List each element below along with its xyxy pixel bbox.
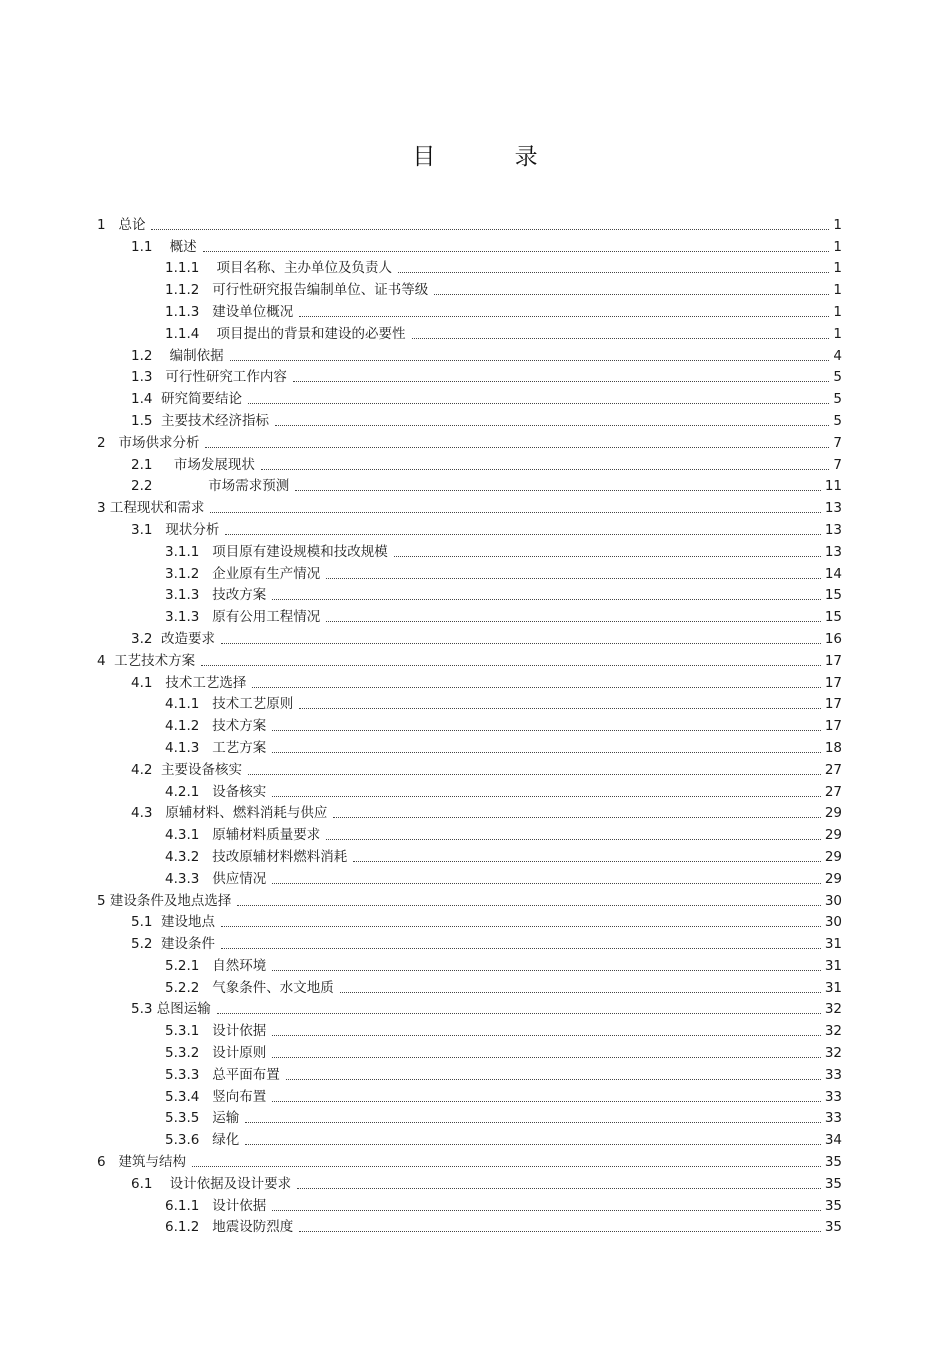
toc-entry[interactable] [0, 560, 950, 582]
toc-entry[interactable] [0, 407, 950, 429]
dot-leader [230, 360, 830, 361]
toc-entry-page-number: 17 [824, 718, 842, 735]
toc-entry[interactable] [0, 821, 950, 843]
toc-entry[interactable] [0, 996, 950, 1018]
toc-entry[interactable] [0, 734, 950, 756]
toc-entry-page-number: 27 [824, 783, 842, 800]
toc-entry-page-number: 35 [824, 1197, 842, 1214]
toc-entry[interactable] [0, 494, 950, 516]
toc-entry-page-number: 1 [833, 303, 842, 320]
toc-entry[interactable] [0, 603, 950, 625]
toc-entry-page-number: 18 [824, 739, 842, 756]
toc-entry-page-number: 13 [824, 500, 842, 517]
dot-leader [217, 1013, 821, 1014]
toc-entry[interactable] [0, 647, 950, 669]
toc-entry-page-number: 17 [824, 652, 842, 669]
toc-entry-page-number: 7 [833, 456, 842, 473]
dot-leader [353, 861, 821, 862]
toc-entry-label: 4.1.1 技术工艺原则 [165, 696, 294, 713]
toc-entry-label: 5.3.4 竖向布置 [165, 1088, 267, 1105]
dot-leader [394, 556, 821, 557]
toc-entry-label: 5.2.2 气象条件、水文地质 [165, 979, 334, 996]
toc-entry[interactable] [0, 1192, 950, 1214]
dot-leader [272, 730, 821, 731]
toc-entry-page-number: 34 [824, 1132, 842, 1149]
dot-leader [398, 272, 829, 273]
toc-entry[interactable] [0, 909, 950, 931]
toc-entry[interactable] [0, 952, 950, 974]
toc-entry[interactable] [0, 429, 950, 451]
toc-entry-page-number: 13 [824, 521, 842, 538]
toc-entry-page-number: 4 [833, 347, 842, 364]
dot-leader [221, 643, 821, 644]
dot-leader [326, 839, 821, 840]
toc-entry-label: 3.1.2 企业原有生产情况 [165, 565, 321, 582]
toc-entry-page-number: 7 [833, 434, 842, 451]
toc-entry-label: 6 建筑与结构 [97, 1154, 186, 1171]
toc-entry-page-number: 33 [824, 1066, 842, 1083]
toc-entry[interactable] [0, 451, 950, 473]
toc-entry[interactable] [0, 1017, 950, 1039]
toc-entry-label: 6.1.1 设计依据 [165, 1197, 267, 1214]
toc-entry-label: 5.2 建设条件 [131, 936, 216, 953]
dot-leader [192, 1166, 821, 1167]
toc-entry-page-number: 32 [824, 1023, 842, 1040]
toc-entry-page-number: 30 [824, 914, 842, 931]
toc-entry[interactable] [0, 255, 950, 277]
dot-leader [412, 338, 830, 339]
toc-entry[interactable] [0, 516, 950, 538]
toc-entry-label: 1.1.1 项目名称、主办单位及负责人 [165, 260, 393, 277]
toc-entry[interactable] [0, 756, 950, 778]
toc-entry-label: 5.2.1 自然环境 [165, 957, 267, 974]
dot-leader [205, 447, 829, 448]
dot-leader [261, 469, 829, 470]
toc-entry-label: 5 建设条件及地点选择 [97, 892, 232, 909]
toc-entry-label: 6.1 设计依据及设计要求 [131, 1175, 292, 1192]
toc-entry-page-number: 17 [824, 696, 842, 713]
dot-leader [295, 490, 821, 491]
toc-entry-page-number: 29 [824, 805, 842, 822]
toc-entry-label: 2.1 市场发展现状 [131, 456, 255, 473]
toc-entry-label: 2.2 市场需求预测 [131, 478, 290, 495]
toc-entry-page-number: 31 [824, 957, 842, 974]
toc-entry-label: 4 工艺技术方案 [97, 652, 196, 669]
dot-leader [272, 796, 821, 797]
dot-leader [275, 425, 829, 426]
toc-entry[interactable] [0, 1170, 950, 1192]
toc-entry[interactable] [0, 473, 950, 495]
dot-leader [326, 621, 821, 622]
toc-entry[interactable] [0, 298, 950, 320]
dot-leader [272, 883, 821, 884]
toc-entry[interactable] [0, 1105, 950, 1127]
dot-leader [225, 534, 820, 535]
toc-entry[interactable] [0, 800, 950, 822]
toc-entry[interactable] [0, 364, 950, 386]
toc-entry-page-number: 29 [824, 827, 842, 844]
toc-entry[interactable] [0, 974, 950, 996]
toc-entry-label: 1.4 研究简要结论 [131, 391, 243, 408]
toc-entry-label: 1.1.2 可行性研究报告编制单位、证书等级 [165, 282, 429, 299]
dot-leader [221, 926, 821, 927]
toc-entry-page-number: 1 [833, 282, 842, 299]
dot-leader [237, 905, 820, 906]
toc-entry-label: 3 工程现状和需求 [97, 500, 205, 517]
toc-entry-label: 5.3.3 总平面布置 [165, 1066, 280, 1083]
toc-entry-page-number: 17 [824, 674, 842, 691]
toc-entry[interactable] [0, 887, 950, 909]
dot-leader [252, 687, 820, 688]
toc-entry[interactable] [0, 1061, 950, 1083]
dot-leader [248, 774, 821, 775]
toc-entry-page-number: 16 [824, 630, 842, 647]
dot-leader [434, 294, 829, 295]
toc-entry-page-number: 11 [824, 478, 842, 495]
toc-entry[interactable] [0, 712, 950, 734]
toc-entry-label: 3.1.1 项目原有建设规模和技改规模 [165, 543, 388, 560]
toc-entry[interactable] [0, 582, 950, 604]
toc-entry[interactable] [0, 1214, 950, 1236]
dot-leader [245, 1144, 821, 1145]
toc-entry-label: 5.3.2 设计原则 [165, 1045, 267, 1062]
toc-entry-page-number: 13 [824, 543, 842, 560]
toc-entry-label: 1.5 主要技术经济指标 [131, 412, 270, 429]
toc-entry-page-number: 15 [824, 609, 842, 626]
dot-leader [326, 578, 821, 579]
table-of-contents [0, 211, 950, 1235]
dot-leader [210, 512, 820, 513]
toc-entry[interactable] [0, 1126, 950, 1148]
toc-entry-label: 3.1 现状分析 [131, 521, 220, 538]
toc-entry-label: 4.3.1 原辅材料质量要求 [165, 827, 321, 844]
toc-entry-label: 6.1.2 地震设防烈度 [165, 1219, 294, 1236]
toc-entry[interactable] [0, 1148, 950, 1170]
toc-entry-label: 4.3.2 技改原辅材料燃料消耗 [165, 848, 348, 865]
toc-entry-page-number: 14 [824, 565, 842, 582]
toc-entry[interactable] [0, 1083, 950, 1105]
toc-entry[interactable] [0, 233, 950, 255]
dot-leader [248, 403, 829, 404]
toc-entry-page-number: 15 [824, 587, 842, 604]
dot-leader [272, 1035, 821, 1036]
dot-leader [286, 1079, 821, 1080]
toc-entry-label: 5.3.6 绿化 [165, 1132, 240, 1149]
dot-leader [201, 665, 821, 666]
dot-leader [203, 251, 830, 252]
toc-entry-page-number: 32 [824, 1045, 842, 1062]
toc-entry[interactable] [0, 538, 950, 560]
toc-entry[interactable] [0, 778, 950, 800]
dot-leader [340, 992, 821, 993]
toc-entry-label: 1.1.3 建设单位概况 [165, 303, 294, 320]
toc-entry-label: 5.1 建设地点 [131, 914, 216, 931]
toc-entry-label: 4.3.3 供应情况 [165, 870, 267, 887]
toc-entry-label: 3.1.3 技改方案 [165, 587, 267, 604]
toc-entry-page-number: 35 [824, 1219, 842, 1236]
dot-leader [151, 229, 829, 230]
toc-entry-label: 1.3 可行性研究工作内容 [131, 369, 287, 386]
toc-entry-page-number: 5 [833, 369, 842, 386]
toc-entry-page-number: 33 [824, 1110, 842, 1127]
toc-entry[interactable] [0, 625, 950, 647]
toc-entry-page-number: 30 [824, 892, 842, 909]
toc-entry-label: 1.2 编制依据 [131, 347, 224, 364]
toc-entry-page-number: 1 [833, 238, 842, 255]
dot-leader [299, 1231, 821, 1232]
toc-entry-label: 4.1 技术工艺选择 [131, 674, 247, 691]
toc-entry-label: 1.1 概述 [131, 238, 197, 255]
toc-entry-page-number: 5 [833, 412, 842, 429]
toc-entry-label: 5.3 总图运输 [131, 1001, 211, 1018]
page-title: 目 录 [412, 144, 574, 170]
dot-leader [221, 948, 821, 949]
toc-entry[interactable] [0, 320, 950, 342]
toc-entry-page-number: 31 [824, 936, 842, 953]
toc-entry-page-number: 32 [824, 1001, 842, 1018]
toc-entry-page-number: 35 [824, 1175, 842, 1192]
toc-entry[interactable] [0, 691, 950, 713]
toc-entry-label: 4.2.1 设备核实 [165, 783, 267, 800]
toc-entry-label: 4.1.3 工艺方案 [165, 739, 267, 756]
toc-entry[interactable] [0, 276, 950, 298]
toc-entry-label: 5.3.5 运输 [165, 1110, 240, 1127]
toc-entry-label: 1.1.4 项目提出的背景和建设的必要性 [165, 325, 406, 342]
toc-entry[interactable] [0, 1039, 950, 1061]
toc-entry-label: 1 总论 [97, 216, 146, 233]
dot-leader [299, 316, 829, 317]
toc-entry-page-number: 35 [824, 1154, 842, 1171]
toc-entry[interactable] [0, 843, 950, 865]
toc-entry-label: 3.2 改造要求 [131, 630, 216, 647]
dot-leader [272, 752, 821, 753]
toc-entry-page-number: 27 [824, 761, 842, 778]
toc-entry[interactable] [0, 865, 950, 887]
dot-leader [333, 817, 820, 818]
dot-leader [245, 1122, 821, 1123]
dot-leader [272, 1057, 821, 1058]
dot-leader [293, 381, 830, 382]
toc-entry-page-number: 1 [833, 325, 842, 342]
toc-entry-label: 5.3.1 设计依据 [165, 1023, 267, 1040]
toc-entry-page-number: 33 [824, 1088, 842, 1105]
toc-entry-page-number: 29 [824, 870, 842, 887]
dot-leader [297, 1188, 821, 1189]
toc-entry[interactable] [0, 211, 950, 233]
toc-entry-page-number: 1 [833, 260, 842, 277]
toc-entry-label: 4.2 主要设备核实 [131, 761, 243, 778]
toc-entry[interactable] [0, 385, 950, 407]
dot-leader [299, 708, 821, 709]
dot-leader [272, 970, 821, 971]
toc-entry[interactable] [0, 930, 950, 952]
toc-entry[interactable] [0, 669, 950, 691]
dot-leader [272, 1101, 821, 1102]
toc-entry-page-number: 1 [833, 216, 842, 233]
toc-entry-page-number: 5 [833, 391, 842, 408]
dot-leader [272, 599, 821, 600]
dot-leader [272, 1210, 821, 1211]
toc-entry[interactable] [0, 342, 950, 364]
toc-entry-label: 3.1.3 原有公用工程情况 [165, 609, 321, 626]
toc-entry-page-number: 31 [824, 979, 842, 996]
toc-entry-page-number: 29 [824, 848, 842, 865]
toc-entry-label: 2 市场供求分析 [97, 434, 200, 451]
toc-entry-label: 4.1.2 技术方案 [165, 718, 267, 735]
toc-entry-label: 4.3 原辅材料、燃料消耗与供应 [131, 805, 328, 822]
